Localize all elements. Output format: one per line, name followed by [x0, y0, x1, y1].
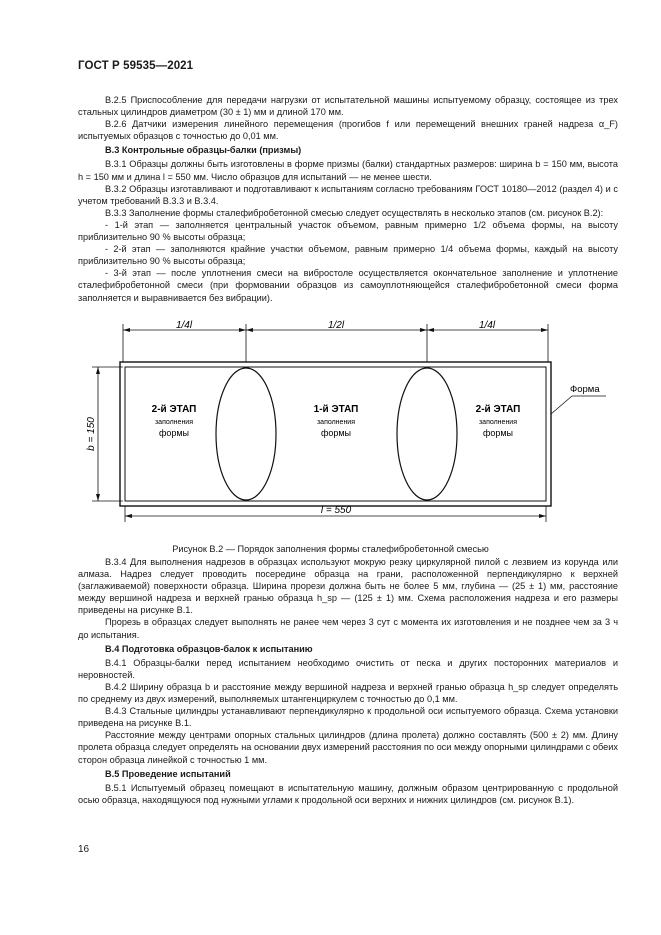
document-header: ГОСТ Р 59535—2021	[78, 60, 194, 72]
zone-center-line2: формы	[320, 428, 352, 438]
left-separator-ellipse	[216, 368, 276, 500]
right-separator-ellipse	[397, 368, 457, 500]
page-number: 16	[78, 844, 90, 855]
section-title-b3: В.3 Контрольные образцы-балки (призмы)	[105, 145, 302, 156]
section-title-b4: В.4 Подготовка образцов-балок к испытанию	[105, 643, 313, 654]
paragraph-b42: В.4.2 Ширину образца b и расстояние между вершиной надреза и верхней гранью образца h_sp следует определять по среднему из двух измерений, выполняемых штангенциркулем с точностью до 0,1 мм.	[78, 681, 618, 705]
zone-center-stage: 1-й ЭТАП	[313, 404, 359, 415]
paragraph-b34-slot: Прорезь в образцах следует выполнять не ранее чем через 3 сут с момента их изготовления и не позднее чем за 3 ч до испытания.	[78, 617, 618, 640]
height-label: b = 150	[86, 417, 97, 451]
zone-right-stage: 2-й ЭТАП	[475, 404, 521, 415]
paragraph-b31: В.3.1 Образцы должны быть изготовлены в форме призмы (балки) стандартных размеров: ширина b = 150 мм, высота h = 150 мм и длина l = 550 мм. Число образцов для испытаний — не менее шести.	[78, 159, 618, 182]
paragraph-b32: В.3.2 Образцы изготавливают и подготавливают к испытаниям согласно требованиям ГОСТ 10180—2012 (раздел 4) и с учетом требований В.3.3 и В.3.4.	[78, 183, 618, 206]
paragraph-stage3: - 3-й этап — после уплотнения смеси на вибростоле осуществляется окончательное заполнение и уплотнение сталефибробетонной смеси (при формовании образцов из самоуплотняющейся сталефибробетонной смеси форма заполняется и выравнивается без вибрации).	[78, 268, 618, 303]
dim-right-label: 1/4l	[478, 320, 496, 331]
paragraph-b25: В.2.5 Приспособление для передачи нагрузки от испытательной машины испытуемому образцу, состоящее из трех стальных цилиндров диаметром (30 ± 1) мм и длиной 170 мм.	[78, 95, 618, 118]
zone-left-line2: формы	[158, 428, 190, 438]
paragraph-b41: В.4.1 Образцы-балки перед испытанием необходимо очистить от песка и других посторонних материалов и неровностей.	[78, 657, 618, 680]
length-label: l = 550	[320, 505, 352, 516]
figure-caption: Рисунок В.2 — Порядок заполнения формы сталефибробетонной смесью	[172, 544, 489, 554]
mold-diagram	[78, 318, 618, 540]
zone-center-line1: заполнения	[316, 419, 356, 426]
paragraph-span: Расстояние между центрами опорных стальных цилиндров (длина пролета) должно составлять (500 ± 2) мм. Длину пролета образца следует определять на основании двух измерений расстояния по оси между опорными цилиндрами с обеих сторон образца линейкой с точностью 1 мм.	[78, 730, 618, 765]
dim-left-label: 1/4l	[175, 320, 193, 331]
paragraph-b33: В.3.3 Заполнение формы сталефибробетонной смесью следует осуществлять в несколько этапов (см. рисунок В.2):	[105, 207, 604, 218]
zone-right-line2: формы	[482, 428, 514, 438]
bottom-text-block	[78, 556, 618, 806]
zone-right-line1: заполнения	[478, 419, 518, 426]
form-label: Форма	[570, 384, 600, 395]
paragraph-stage1: - 1-й этап — заполняется центральный участок объемом, равным примерно 1/2 объема формы, на высоту приблизительно 90 % высоты образца;	[78, 219, 618, 243]
paragraph-b51: В.5.1 Испытуемый образец помещают в испытательную машину, должным образом центрированную с продольной осью образца, находящуюся под нужными углами к продольной оси верхних и нижних цилиндров (см. рисунок В.1).	[78, 782, 618, 805]
top-text-block	[78, 94, 618, 304]
paragraph-b26: В.2.6 Датчики измерения линейного перемещения (прогибов f или перемещений внешних граней надреза α_F) испытуемых образцов с точностью до 0,01 мм.	[78, 119, 618, 142]
paragraph-stage2: - 2-й этап — заполняются крайние участки объемом, равным примерно 1/4 объема формы, каждый на высоту приблизительно 90 % высоты образца;	[78, 244, 618, 267]
paragraph-b34: В.3.4 Для выполнения надрезов в образцах используют мокрую резку циркулярной пилой с лезвием из корунда или алмаза. Надрез следует проводить посередине образца на грани, расположенной перпендикулярно к верхней (заглаживаемой) поверхности образца. Ширина прорези должна быть не более 5 мм, глубина — (25 ± 1) мм, расстояние между вершиной надреза и верхней гранью образца h_sp — (125 ± 1) мм. Схема расположения надреза и его размеры приведены на рисунке В.1.	[78, 557, 618, 616]
figure-b2	[78, 318, 618, 540]
zone-left-line1: заполнения	[154, 419, 194, 426]
paragraph-b43: В.4.3 Стальные цилиндры устанавливают перпендикулярно к продольной оси испытуемого образца. Схема установки приведена на рисунке В.1.	[78, 706, 618, 729]
dim-center-label: 1/2l	[327, 320, 345, 331]
section-title-b5: В.5 Проведение испытаний	[105, 768, 231, 779]
zone-left-stage: 2-й ЭТАП	[151, 404, 197, 415]
